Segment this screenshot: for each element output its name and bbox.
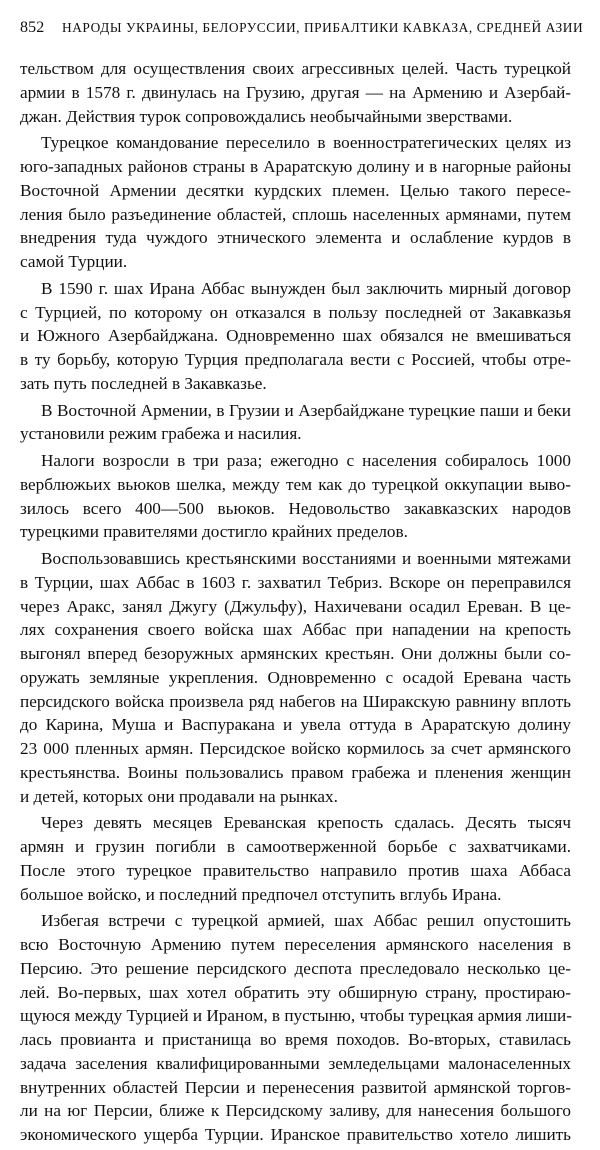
text-line: лях сохранения своего войска шах Аббас при нападении на крепость — [20, 620, 571, 640]
text-line: с Турцией, по которому он отказался в пользу последней от Закавказья — [20, 302, 571, 322]
text-line: внедрения туда чуждого этнического элемента и ослабление курдов в — [20, 228, 571, 248]
text-line: персидского войска произвела ряд набегов на Ширакскую равнину вплоть — [20, 691, 571, 711]
text-line: в ту борьбу, которую Турция предполагала вести с Россией, чтобы отре- — [20, 350, 571, 369]
text-line: турецкими правителями достигло крайних пределов. — [20, 522, 408, 542]
text-line: Налоги возросли в три раза; ежегодно с населения собиралось 1000 — [41, 451, 571, 470]
text-line: Избегая встречи с турецкой армией, шах Аббас решил опустошить — [41, 911, 571, 931]
text-line: джан. Действия турок сопровождались необычайными зверствами. — [20, 106, 513, 126]
text-line: Турецкое командование переселило в военностратегических целях из — [41, 133, 571, 153]
text-line: После этого турецкое правительство направило против шаха Аббаса — [20, 860, 571, 880]
text-line: оружать земляные укрепления. Одновременно с осадой Еревана часть — [20, 667, 571, 687]
text-line: зать путь последней в Закавказье. — [20, 373, 267, 393]
text-line: тельством для осуществления своих агрессивных целей. Часть турецкой — [20, 59, 571, 78]
text-line: ли на юг Персии, ближе к Персидскому заливу, для нанесения большого — [20, 1101, 571, 1121]
text-line: крестьянства. Воины пользовались правом грабежа и пленения женщин — [20, 762, 571, 782]
paragraph — [20, 811, 571, 906]
running-head — [20, 17, 584, 39]
text-line: лась провианта и пристанища во время походов. Во-вторых, ставилась — [20, 1030, 571, 1049]
body-text — [20, 57, 571, 1150]
text-line: экономического ущерба Турции. Иранское правительство хотело лишить — [20, 1125, 571, 1144]
text-line: лей. Во-первых, шах хотел обратить эту обширную страну, простираю- — [20, 982, 571, 1002]
paragraph — [20, 57, 571, 128]
text-line: Воспользовавшись крестьянскими восстаниями и военными мятежами — [41, 549, 571, 568]
page-number: 852 — [20, 19, 45, 36]
text-line: и детей, которых они продавали на рынках. — [20, 786, 338, 806]
text-line: установили режим грабежа и насилия. — [20, 424, 302, 444]
text-line: юго-западных районов страны в Араратскую долину и в нагорные районы — [20, 157, 571, 176]
text-line: В Восточной Армении, в Грузии и Азербайджане турецкие паши и беки — [41, 400, 571, 420]
paragraph — [20, 547, 571, 808]
text-line: верблюжьих вьюков шелка, между тем как до турецкой оккупации выво- — [20, 474, 571, 494]
text-line: Восточной Армении десятки курдских племен. Целью такого пересе- — [20, 180, 571, 200]
text-line: выгонял вперед безоружных армянских крестьян. Они должны были со- — [20, 644, 571, 663]
paragraph — [20, 399, 571, 447]
paragraph — [20, 449, 571, 544]
text-line: задача заселения квалифицированными земледельцами малонаселенных — [20, 1053, 571, 1073]
text-line: Через девять месяцев Ереванская крепость сдалась. Десять тысяч — [41, 813, 571, 833]
text-line: щуюся между Турцией и Ираном, в пустыню, чтобы турецкая армия лиши- — [20, 1006, 572, 1026]
running-title: НАРОДЫ УКРАИНЫ, БЕЛОРУССИИ, ПРИБАЛТИКИ КАВКАЗА, СРЕДНЕЙ АЗИИ — [61, 20, 584, 35]
text-line: Персию. Это решение персидского деспота преследовало несколько це- — [20, 958, 571, 978]
text-line: до Карина, Муша и Васпуракана и увела оттуда в Араратскую долину — [20, 715, 571, 735]
paragraph — [20, 909, 571, 1147]
text-line: В 1590 г. шах Ирана Аббас вынужден был заключить мирный договор — [41, 278, 571, 298]
text-line: ления было разъединение областей, сплошь населенных армянами, путем — [20, 204, 571, 224]
text-line: и Южного Азербайджана. Одновременно шах обязался не вмешиваться — [20, 326, 571, 346]
text-line: через Аракс, занял Джугу (Джульфу), Нахичевани осадил Ереван. В це- — [20, 596, 571, 616]
paragraph — [20, 131, 571, 274]
text-line: самой Турции. — [20, 252, 128, 271]
text-line: 23 000 пленных армян. Персидское войско кормилось за счет армянского — [20, 739, 571, 758]
text-line: в Турции, шах Аббас в 1603 г. захватил Тебриз. Вскоре он переправился — [20, 572, 571, 592]
paragraph — [20, 277, 571, 396]
text-line: зилось всего 400—500 вьюков. Недовольство закавказских народов — [20, 498, 571, 518]
text-line: большое войско, и последний предпочел отступить вглубь Ирана. — [20, 884, 502, 904]
text-line: армии в 1578 г. двинулась на Грузию, другая — на Армению и Азербай- — [20, 82, 571, 102]
text-line: всю Восточную Армению путем переселения армянского населения в — [20, 935, 571, 954]
text-line: внутренних областей Персии и перенесения развитой армянской торгов- — [20, 1077, 571, 1097]
text-line: армян и грузин погибли в самоотверженной борьбе с захватчиками. — [20, 837, 571, 856]
